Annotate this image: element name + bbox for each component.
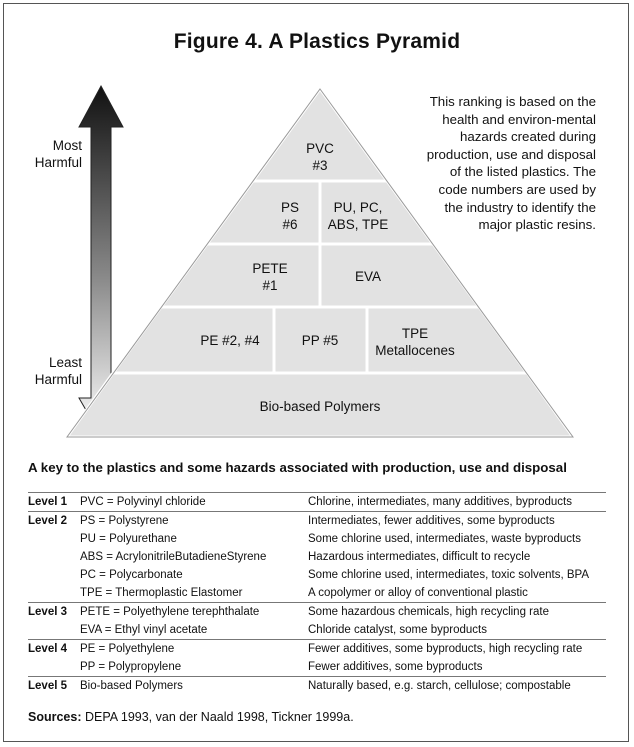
tier-4-mid-label bbox=[280, 332, 360, 349]
tier-4-right-line2: Metallocenes bbox=[375, 343, 455, 358]
key-level-cell bbox=[28, 621, 80, 640]
key-hazards-cell: Hazardous intermediates, difficult to recycle bbox=[308, 551, 531, 563]
key-row bbox=[28, 548, 606, 566]
key-hazards-cell: Fewer additives, some byproducts, high recycling rate bbox=[308, 640, 606, 659]
tier-4-right-line1: TPE bbox=[401, 326, 429, 341]
tier-2-left-line2: #6 bbox=[282, 217, 298, 232]
key-level-cell: Level 3 bbox=[28, 603, 80, 622]
tier-3-left-label bbox=[230, 260, 310, 294]
least-label-line1: Least bbox=[48, 355, 82, 370]
key-row bbox=[28, 493, 606, 512]
key-level-cell: Level 2 bbox=[28, 512, 80, 531]
sources-text: DEPA 1993, van der Naald 1998, Tickner 1999a. bbox=[81, 710, 354, 724]
key-plastic-cell: TPE = Thermoplastic Elastomer bbox=[80, 587, 243, 599]
most-label-line1: Most bbox=[52, 138, 82, 153]
key-level-cell bbox=[28, 548, 80, 566]
key-plastic-cell: ABS = AcrylonitrileButadieneStyrene bbox=[80, 551, 267, 563]
tier-5-label bbox=[220, 398, 420, 415]
tier-4-mid-line1: PP #5 bbox=[301, 333, 339, 348]
figure-title: Figure 4. A Plastics Pyramid bbox=[173, 30, 461, 53]
tier-5-line1: Bio-based Polymers bbox=[259, 399, 381, 414]
key-plastic-cell: EVA = Ethyl vinyl acetate bbox=[80, 624, 208, 636]
tier-2-right-line1: PU, PC, bbox=[333, 200, 383, 215]
key-hazards-cell: Chlorine, intermediates, many additives, byproducts bbox=[308, 493, 606, 512]
key-level-cell bbox=[28, 530, 80, 548]
tier-4-left-label bbox=[180, 332, 280, 349]
tier-3-left-line1: PETE bbox=[252, 261, 288, 276]
sources-label: Sources: bbox=[28, 710, 82, 724]
key-hazards-cell: Some hazardous chemicals, high recycling rate bbox=[308, 603, 606, 622]
key-table bbox=[28, 492, 606, 695]
key-hazards-cell: Some chlorine used, intermediates, waste byproducts bbox=[308, 533, 581, 545]
key-hazards-cell: Some chlorine used, intermediates, toxic solvents, BPA bbox=[308, 569, 590, 581]
key-row bbox=[28, 512, 606, 531]
key-hazards-cell: A copolymer or alloy of conventional plastic bbox=[308, 587, 528, 599]
key-plastic-cell: PE = Polyethylene bbox=[80, 640, 308, 659]
key-hazards-cell: Naturally based, e.g. starch, cellulose; compostable bbox=[308, 677, 606, 696]
key-row bbox=[28, 584, 606, 603]
key-row bbox=[28, 566, 606, 584]
tier-2-right-line2: ABS, TPE bbox=[327, 217, 389, 232]
key-plastic-cell: PVC = Polyvinyl chloride bbox=[80, 493, 308, 512]
ranking-description: This ranking is based on the health and environ-mental hazards created during production, use and disposal of the listed plastics. The code numbers are used by the industry to identify the major plastic resins. bbox=[426, 94, 596, 233]
most-label-line2: Harmful bbox=[34, 155, 82, 170]
key-level-cell: Level 4 bbox=[28, 640, 80, 659]
key-plastic-cell: Bio-based Polymers bbox=[80, 677, 308, 696]
key-plastic-cell: PP = Polypropylene bbox=[80, 661, 182, 673]
tier-1-line1: PVC bbox=[306, 141, 334, 156]
tier-1-line2: #3 bbox=[312, 158, 328, 173]
key-hazards-cell: Fewer additives, some byproducts bbox=[308, 661, 483, 673]
tier-1-label bbox=[280, 140, 360, 174]
least-harmful-label bbox=[20, 354, 82, 388]
key-plastic-cell: PETE = Polyethylene terephthalate bbox=[80, 603, 308, 622]
key-heading: A key to the plastics and some hazards associated with production, use and disposal bbox=[28, 460, 567, 475]
key-plastic-cell: PU = Polyurethane bbox=[80, 533, 177, 545]
sources-line bbox=[28, 710, 354, 724]
most-harmful-label bbox=[20, 137, 82, 171]
key-row bbox=[28, 603, 606, 622]
tier-3-left-line2: #1 bbox=[262, 278, 278, 293]
tier-2-left-line1: PS bbox=[280, 200, 299, 215]
key-row bbox=[28, 640, 606, 659]
tier-4-left-line1: PE #2, #4 bbox=[200, 333, 260, 348]
key-hazards-cell: Intermediates, fewer additives, some byproducts bbox=[308, 512, 606, 531]
tier-3-right-label bbox=[328, 268, 408, 285]
key-level-cell: Level 5 bbox=[28, 677, 80, 696]
tier-4-right-label bbox=[360, 325, 470, 359]
key-level-cell bbox=[28, 658, 80, 677]
tier-2-right-label bbox=[318, 199, 398, 233]
key-plastic-cell: PC = Polycarbonate bbox=[80, 569, 183, 581]
key-row bbox=[28, 677, 606, 696]
key-level-cell bbox=[28, 584, 80, 603]
key-level-cell bbox=[28, 566, 80, 584]
key-plastic-cell: PS = Polystyrene bbox=[80, 512, 308, 531]
least-label-line2: Harmful bbox=[34, 372, 82, 387]
key-level-cell: Level 1 bbox=[28, 493, 80, 512]
key-row bbox=[28, 621, 606, 640]
key-hazards-cell: Chloride catalyst, some byproducts bbox=[308, 624, 487, 636]
tier-3-right-line1: EVA bbox=[354, 269, 381, 284]
key-row bbox=[28, 658, 606, 677]
key-row bbox=[28, 530, 606, 548]
